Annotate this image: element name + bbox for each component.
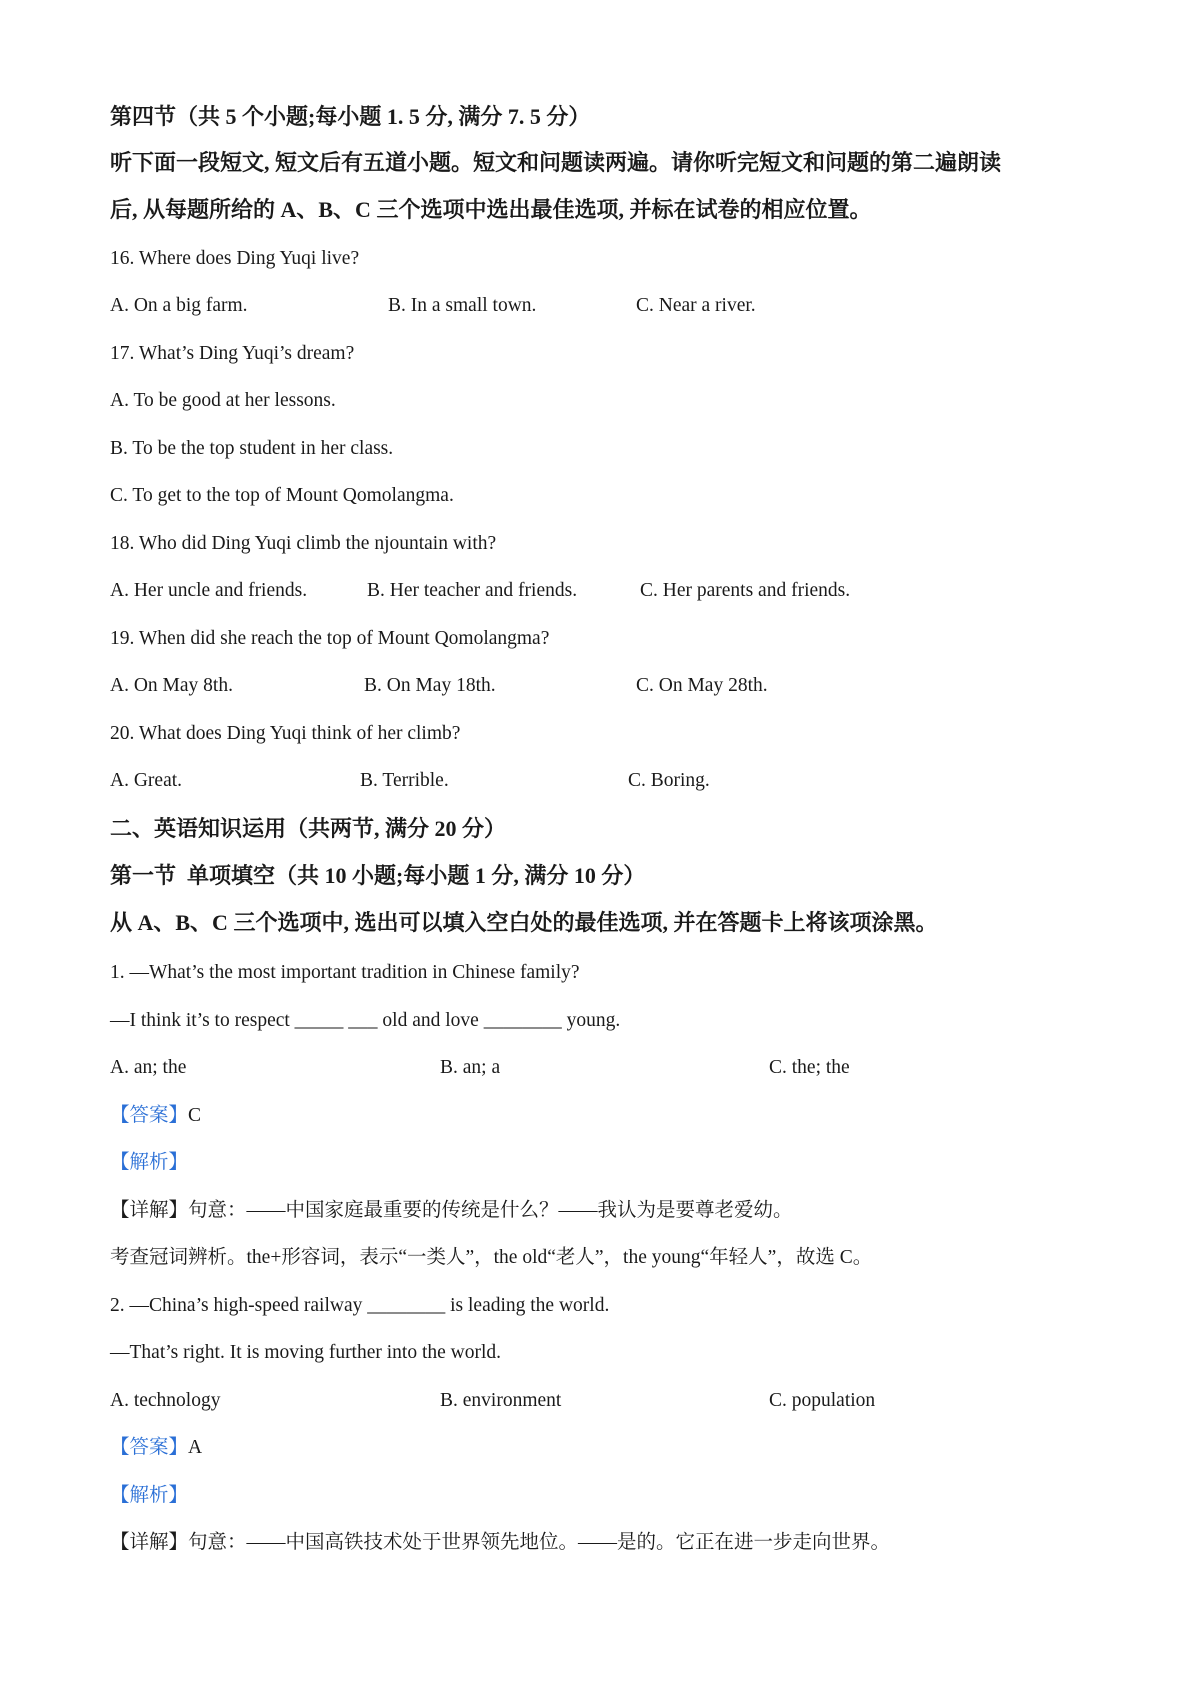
answer-line (110, 1103, 201, 1129)
option-b: B. Her teacher and friends. (367, 580, 578, 601)
detail-text: 句意：——中国家庭最重要的传统是什么？——我认为是要尊老爱幼。 (188, 1200, 793, 1221)
option-c: C. the; the (769, 1057, 850, 1078)
part-heading: 二、英语知识运用（共两节, 满分 20 分） (110, 816, 507, 841)
option-b: B. To be the top student in her class. (110, 438, 394, 459)
item-line: 2. —China’s high-speed railway ________ is leading the world. (110, 1295, 610, 1316)
item-line: —That’s right. It is moving further into the world. (110, 1342, 502, 1363)
option-b: B. In a small town. (388, 295, 537, 316)
option-a: A. an; the (110, 1057, 187, 1078)
analysis-tag: 【解析】 (110, 1485, 189, 1506)
section-heading: 第四节（共 5 个小题;每小题 1. 5 分, 满分 7. 5 分） (110, 104, 591, 129)
option-a: A. On May 8th. (110, 675, 233, 696)
section-instruction: 从 A、B、C 三个选项中, 选出可以填入空白处的最佳选项, 并在答题卡上将该项涂黑。 (110, 910, 938, 935)
option-c: C. Her parents and friends. (640, 580, 851, 601)
answer-value: C (188, 1105, 202, 1126)
section-heading: 第一节 单项填空（共 10 小题;每小题 1 分, 满分 10 分） (110, 863, 646, 888)
section-instruction: 听下面一段短文, 短文后有五道小题。短文和问题读两遍。请你听完短文和问题的第二遍朗读 (110, 150, 1002, 175)
option-b: B. Terrible. (360, 770, 449, 791)
option-a: A. technology (110, 1390, 221, 1411)
option-c: C. To get to the top of Mount Qomolangma. (110, 485, 454, 506)
option-b: B. environment (440, 1390, 562, 1411)
question-stem: 20. What does Ding Yuqi think of her climb? (110, 723, 461, 744)
explanation-text: 考查冠词辨析。the+形容词，表示“一类人”，the old“老人”，the young“年轻人”，故选 C。 (110, 1247, 873, 1268)
detail-tag: 【详解】 (110, 1200, 189, 1221)
option-c: C. On May 28th. (636, 675, 768, 696)
section-instruction: 后, 从每题所给的 A、B、C 三个选项中选出最佳选项, 并标在试卷的相应位置。 (110, 197, 872, 222)
detail-line (110, 1198, 793, 1224)
answer-line (110, 1435, 202, 1461)
analysis-tag: 【解析】 (110, 1152, 189, 1173)
question-stem: 16. Where does Ding Yuqi live? (110, 248, 360, 269)
item-line: —I think it’s to respect _____ ___ old and love ________ young. (110, 1010, 621, 1031)
detail-line (110, 1530, 890, 1556)
option-a: A. On a big farm. (110, 295, 248, 316)
answer-tag: 【答案】 (110, 1437, 189, 1458)
option-c: C. Near a river. (636, 295, 756, 316)
option-a: A. Her uncle and friends. (110, 580, 308, 601)
answer-value: A (188, 1437, 203, 1458)
option-b: B. On May 18th. (364, 675, 496, 696)
detail-text: 句意：——中国高铁技术处于世界领先地位。——是的。它正在进一步走向世界。 (188, 1532, 891, 1553)
answer-tag: 【答案】 (110, 1105, 189, 1126)
option-c: C. Boring. (628, 770, 710, 791)
question-stem: 19. When did she reach the top of Mount Qomolangma? (110, 628, 550, 649)
item-line: 1. —What’s the most important tradition in Chinese family? (110, 962, 580, 983)
option-a: A. To be good at her lessons. (110, 390, 336, 411)
question-stem: 18. Who did Ding Yuqi climb the njountain with? (110, 533, 497, 554)
option-c: C. population (769, 1390, 876, 1411)
question-stem: 17. What’s Ding Yuqi’s dream? (110, 343, 355, 364)
option-b: B. an; a (440, 1057, 501, 1078)
option-a: A. Great. (110, 770, 183, 791)
detail-tag: 【详解】 (110, 1532, 189, 1553)
